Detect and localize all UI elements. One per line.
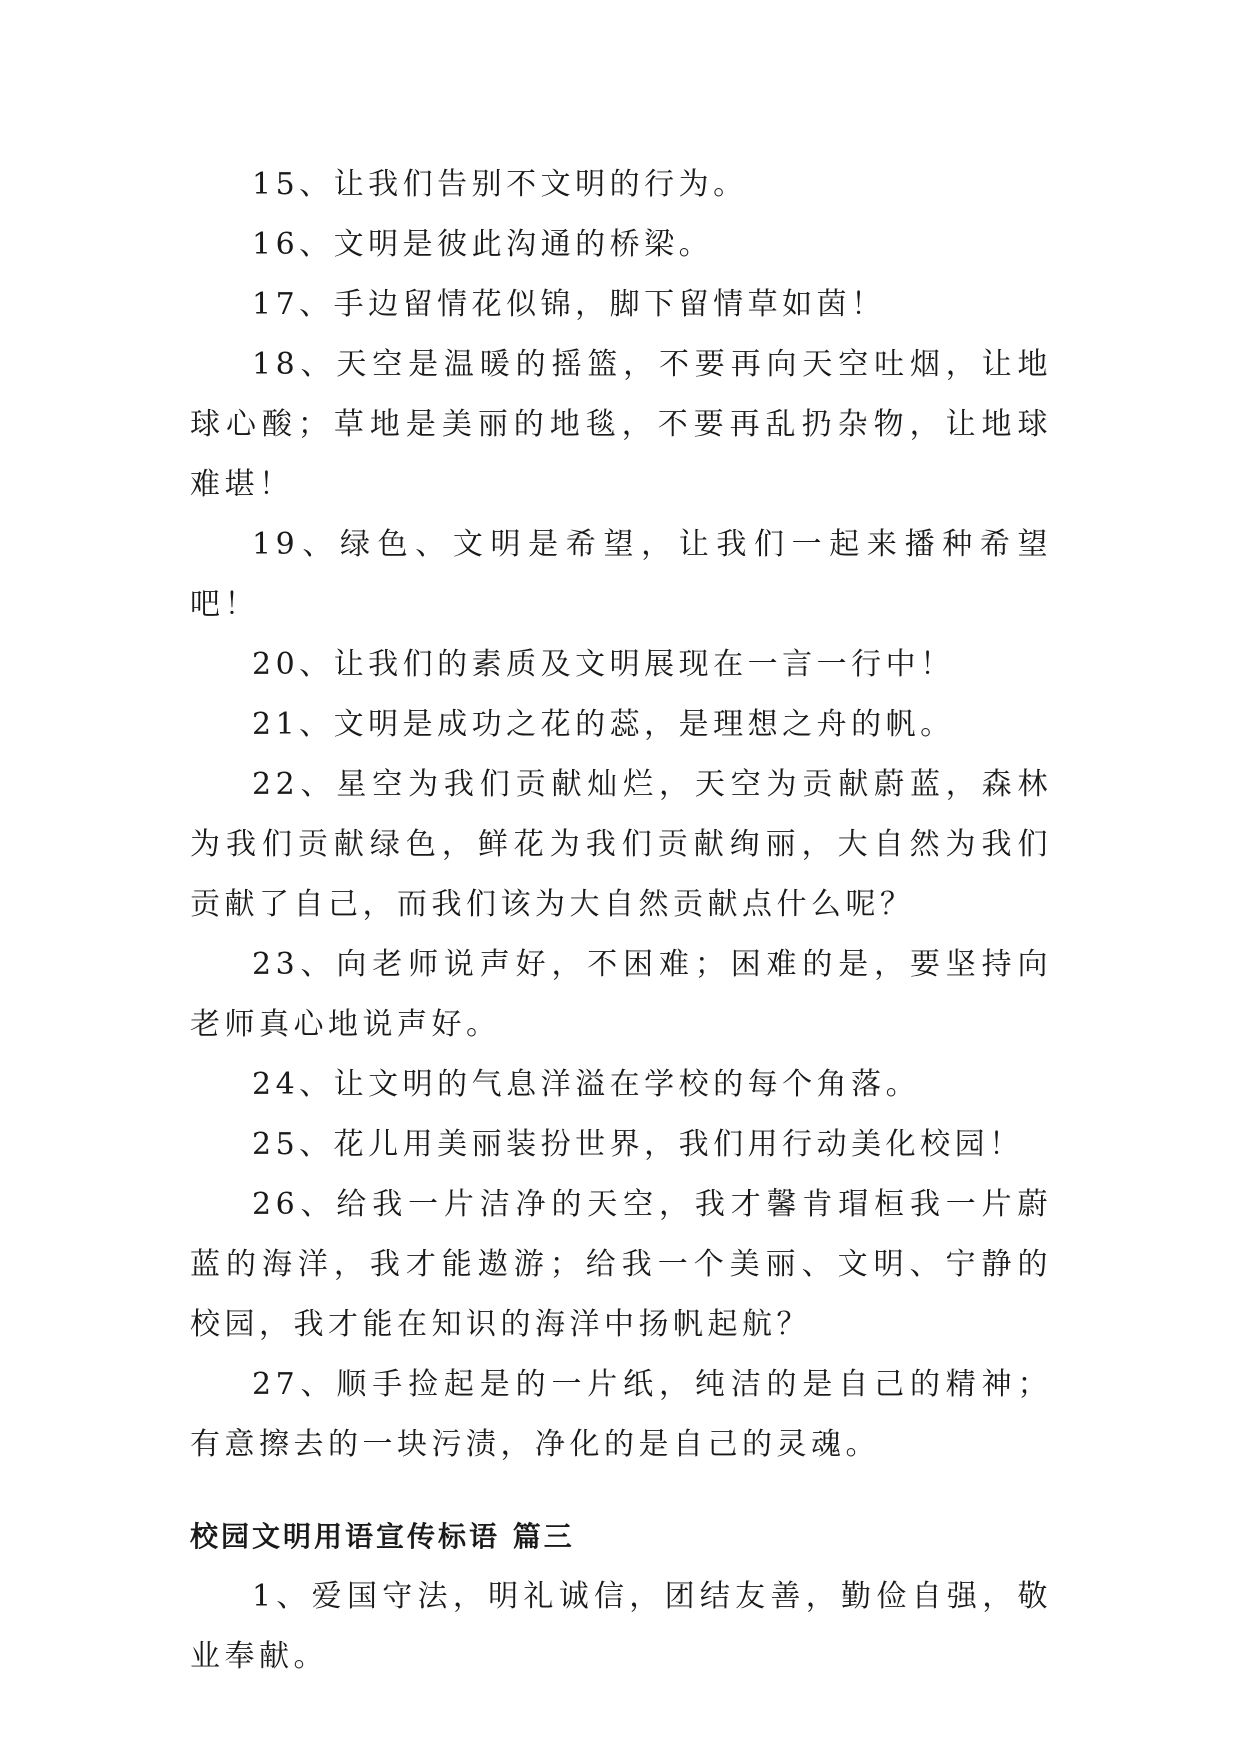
slogan-paragraph-27: 27、顺手捡起是的一片纸，纯洁的是自己的精神；有意擦去的一块污渍，净化的是自己的灵魂。 bbox=[190, 1367, 1052, 1462]
slogan-paragraph-21: 21、文明是成功之花的蕊，是理想之舟的帆。 bbox=[252, 707, 955, 742]
slogan-paragraph-20: 20、让我们的素质及文明展现在一言一行中！ bbox=[252, 647, 955, 682]
slogan-paragraph-19: 19、绿色、文明是希望，让我们一起来播种希望吧！ bbox=[190, 527, 1052, 622]
slogan-paragraph-16: 16、文明是彼此沟通的桥梁。 bbox=[252, 227, 714, 262]
document-body bbox=[190, 155, 1052, 1687]
slogan-paragraph-23: 23、向老师说声好，不困难；困难的是，要坚持向老师真心地说声好。 bbox=[190, 947, 1052, 1042]
slogan-paragraph-section3-1: 1、爱国守法，明礼诚信，团结友善，勤俭自强，敬业奉献。 bbox=[190, 1579, 1052, 1674]
slogan-paragraph-17: 17、手边留情花似锦，脚下留情草如茵！ bbox=[252, 287, 886, 322]
slogan-paragraph-22: 22、星空为我们贡献灿烂，天空为贡献蔚蓝，森林为我们贡献绿色，鲜花为我们贡献绚丽，大自然为我们贡献了自己，而我们该为大自然贡献点什么呢？ bbox=[190, 767, 1052, 922]
slogan-paragraph-26: 26、给我一片洁净的天空，我才馨肯瑁桓我一片蔚蓝的海洋，我才能遨游；给我一个美丽、文明、宁静的校园，我才能在知识的海洋中扬帆起航？ bbox=[190, 1187, 1052, 1342]
slogan-paragraph-25: 25、花儿用美丽装扮世界，我们用行动美化校园！ bbox=[252, 1127, 1024, 1162]
section-heading: 校园文明用语宣传标语 篇三 bbox=[190, 1520, 575, 1553]
slogan-paragraph-15: 15、让我们告别不文明的行为。 bbox=[252, 167, 748, 202]
slogan-paragraph-24: 24、让文明的气息洋溢在学校的每个角落。 bbox=[252, 1067, 921, 1102]
slogan-paragraph-18: 18、天空是温暖的摇篮，不要再向天空吐烟，让地球心酸；草地是美丽的地毯，不要再乱扔杂物，让地球难堪！ bbox=[190, 347, 1052, 502]
